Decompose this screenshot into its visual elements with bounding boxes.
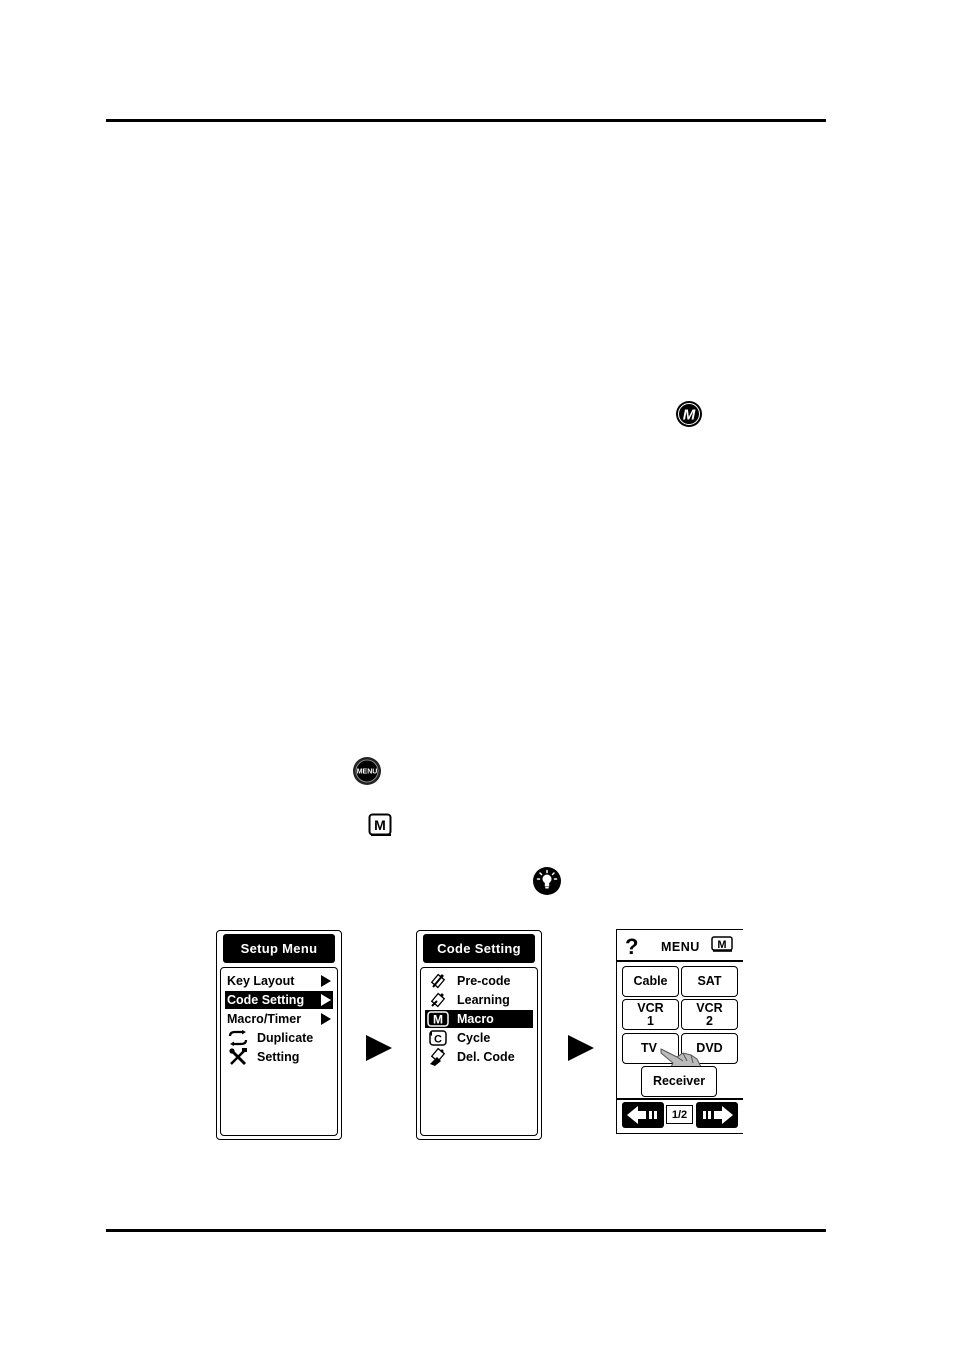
svg-text:MENU: MENU: [356, 768, 378, 776]
learning-icon: [425, 991, 451, 1009]
menu-item-duplicate[interactable]: [225, 1029, 333, 1047]
menu-item-learning[interactable]: [425, 991, 533, 1009]
duplicate-icon: [225, 1029, 251, 1047]
macro-square-icon: [368, 813, 392, 837]
tools-icon: [225, 1048, 251, 1066]
menu-item-label: Del. Code: [457, 1050, 515, 1064]
right-arrow-icon: [696, 1102, 738, 1128]
svg-text:M: M: [717, 939, 727, 951]
menu-button-icon: [352, 756, 382, 786]
setup-menu-list: [220, 967, 338, 1136]
header-divider: [617, 960, 743, 962]
submenu-arrow-icon: [321, 994, 331, 1006]
menu-item-del-code[interactable]: [425, 1048, 533, 1066]
vcr1-number: 1: [647, 1013, 654, 1028]
menu-item-label: Code Setting: [227, 993, 305, 1007]
svg-text:C: C: [434, 1033, 442, 1046]
next-step-arrow-icon: [568, 1035, 594, 1061]
left-arrow-icon: [622, 1102, 664, 1128]
setup-menu-title: Setup Menu: [223, 934, 335, 963]
menu-item-label: Setting: [257, 1050, 300, 1064]
svg-text:M: M: [682, 406, 696, 424]
menu-item-code-setting[interactable]: [225, 991, 333, 1009]
macro-key-icon[interactable]: [711, 936, 733, 952]
receiver-button[interactable]: Receiver: [641, 1066, 717, 1097]
macro-icon: [425, 1010, 451, 1028]
menu-label[interactable]: MENU: [661, 940, 700, 954]
precode-icon: [425, 972, 451, 990]
menu-item-label: Macro: [457, 1012, 494, 1026]
menu-item-macro-timer[interactable]: [225, 1010, 333, 1028]
submenu-arrow-icon: [321, 1013, 331, 1025]
cable-button[interactable]: Cable: [622, 966, 679, 997]
menu-item-cycle[interactable]: [425, 1029, 533, 1047]
next-page-button[interactable]: [696, 1102, 738, 1128]
device-selection-screen: [616, 929, 743, 1134]
menu-item-label: Pre-code: [457, 974, 511, 988]
next-step-arrow-icon: [366, 1035, 392, 1061]
submenu-arrow-icon: [321, 975, 331, 987]
prev-page-button[interactable]: [622, 1102, 664, 1128]
menu-item-label: Macro/Timer: [227, 1012, 302, 1026]
header-rule: [106, 119, 826, 122]
svg-text:M: M: [433, 1012, 443, 1027]
menu-item-macro[interactable]: [425, 1010, 533, 1028]
macro-round-icon: [675, 400, 703, 428]
page-indicator: 1/2: [666, 1105, 693, 1124]
menu-item-label: Duplicate: [257, 1031, 314, 1045]
vcr2-button[interactable]: [681, 999, 738, 1030]
dvd-button[interactable]: DVD: [681, 1033, 738, 1064]
lightbulb-icon: [532, 866, 562, 896]
delete-icon: [425, 1048, 451, 1066]
sat-button[interactable]: SAT: [681, 966, 738, 997]
cycle-icon: [425, 1029, 451, 1047]
vcr2-label: VCR: [696, 1000, 723, 1015]
menu-item-label: Learning: [457, 993, 510, 1007]
menu-item-pre-code[interactable]: [425, 972, 533, 990]
code-setting-title: Code Setting: [423, 934, 535, 963]
vcr1-label: VCR: [637, 1000, 664, 1015]
vcr1-button[interactable]: [622, 999, 679, 1030]
footer-divider: [617, 1098, 743, 1100]
svg-text:M: M: [374, 817, 386, 833]
setup-menu-screen: [216, 930, 342, 1140]
menu-item-label: Key Layout: [227, 974, 295, 988]
vcr2-number: 2: [706, 1013, 713, 1028]
footer-rule: [106, 1229, 826, 1232]
code-setting-screen: [416, 930, 542, 1140]
code-setting-list: [420, 967, 538, 1136]
menu-item-setting[interactable]: [225, 1048, 333, 1066]
menu-item-label: Cycle: [457, 1031, 491, 1045]
help-icon[interactable]: ?: [625, 934, 639, 959]
menu-item-key-layout[interactable]: [225, 972, 333, 990]
tv-label: TV: [641, 1041, 657, 1055]
